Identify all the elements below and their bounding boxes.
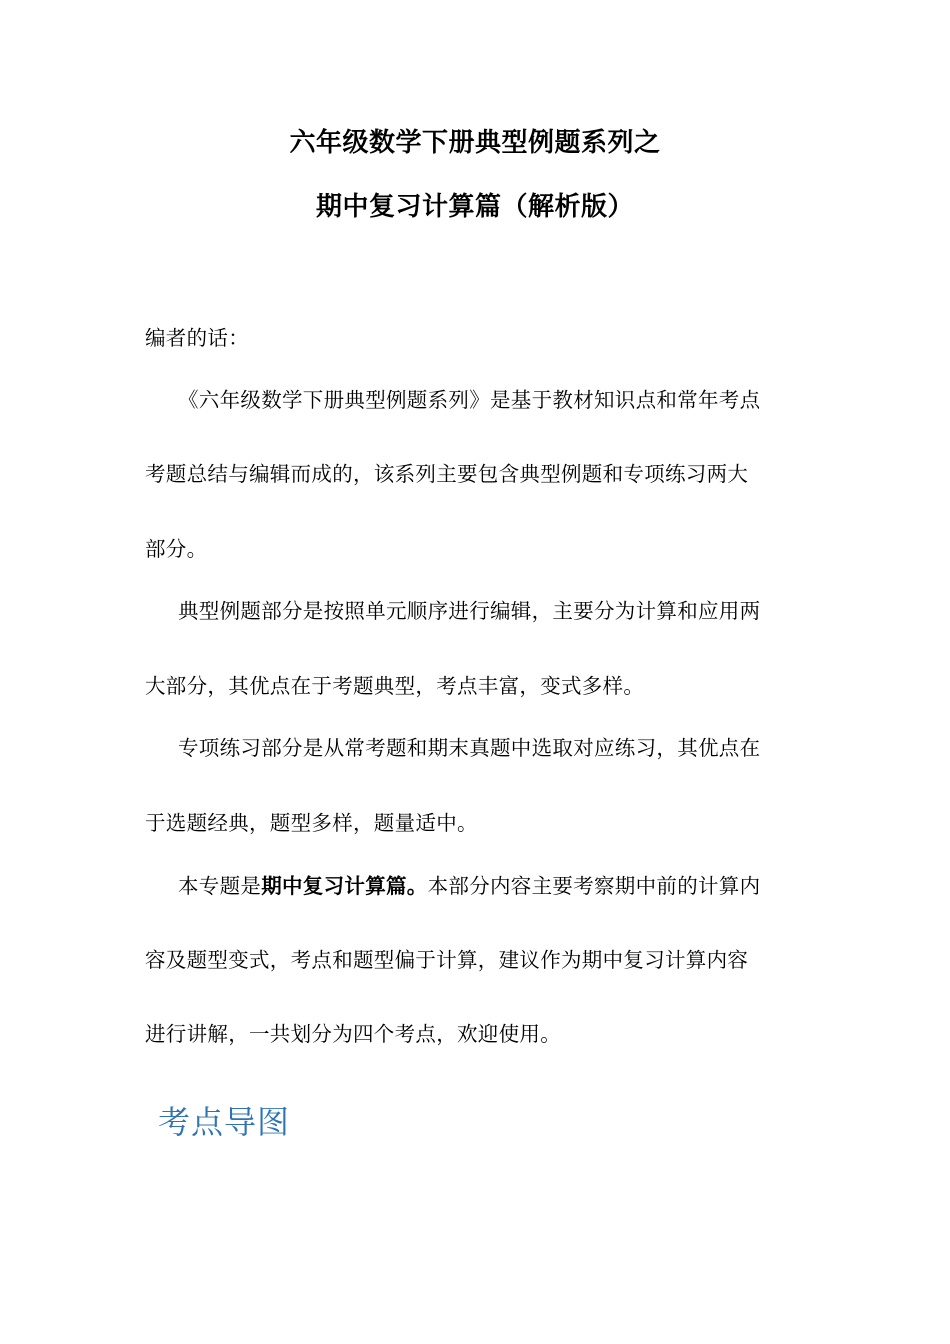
document-title-line-1: 六年级数学下册典型例题系列之 — [289, 128, 661, 158]
intro-paragraph-1-line-2: 考题总结与编辑而成的，该系列主要包含典型例题和专项练习两大 — [145, 462, 749, 486]
intro-paragraph-3-line-2: 于选题经典，题型多样，题量适中。 — [145, 811, 478, 835]
intro-paragraph-3-line-1: 专项练习部分是从常考题和期末真题中选取对应练习，其优点在 — [178, 736, 761, 760]
paragraph-4-suffix: 本部分内容主要考察期中前的计算内 — [427, 874, 761, 898]
intro-paragraph-4-line-1 — [178, 871, 760, 901]
paragraph-4-prefix: 本专题是 — [178, 874, 262, 898]
document-title-line-2: 期中复习计算篇（解析版） — [315, 192, 634, 222]
section-heading-topic-map: 考点导图 — [158, 1103, 291, 1141]
intro-paragraph-2-line-1: 典型例题部分是按照单元顺序进行编辑，主要分为计算和应用两 — [178, 599, 761, 623]
editor-note-label: 编者的话： — [145, 326, 249, 350]
intro-paragraph-2-line-2: 大部分，其优点在于考题典型，考点丰富，变式多样。 — [145, 674, 645, 698]
intro-paragraph-4-line-2: 容及题型变式，考点和题型偏于计算，建议作为期中复习计算内容 — [145, 948, 749, 972]
intro-paragraph-4-line-3: 进行讲解，一共划分为四个考点，欢迎使用。 — [145, 1022, 561, 1046]
intro-paragraph-1-line-1: 《六年级数学下册典型例题系列》是基于教材知识点和常年考点 — [178, 388, 761, 412]
intro-paragraph-1-line-3: 部分。 — [145, 537, 208, 561]
topic-name-bold: 期中复习计算篇。 — [261, 874, 428, 898]
